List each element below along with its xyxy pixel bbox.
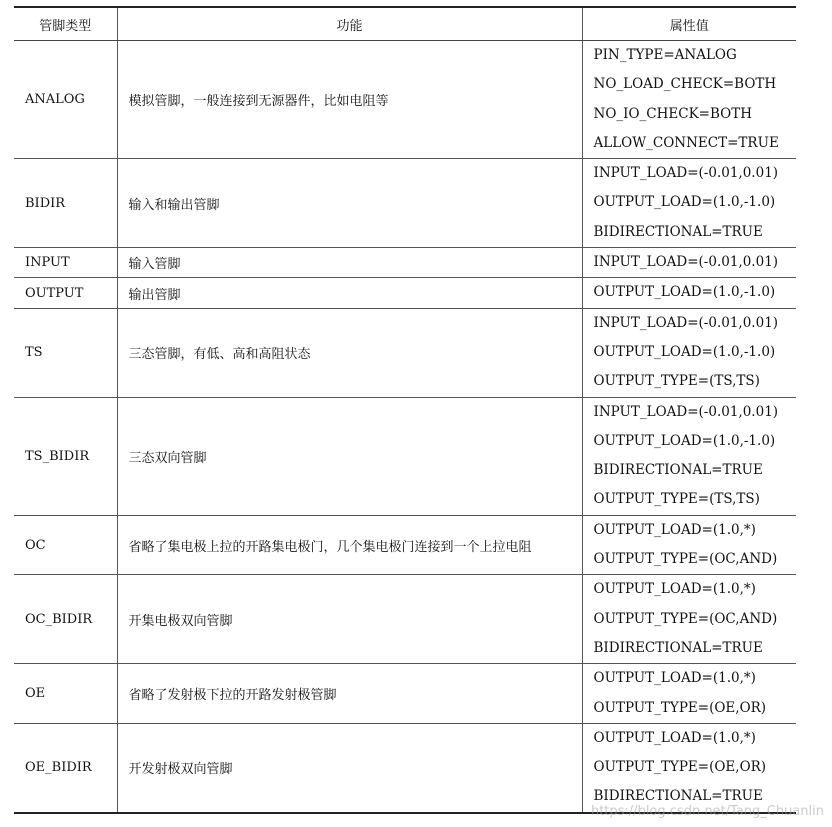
pin-type-cell: TS xyxy=(14,308,117,397)
watermark: https://blog.csdn.net/Tang_Chuanlin xyxy=(590,804,824,819)
attribute-line: OUTPUT_TYPE=(OC,AND) xyxy=(593,610,778,627)
attribute-line: OUTPUT_TYPE=(OE,OR) xyxy=(593,699,767,716)
attribute-cell xyxy=(582,159,796,248)
attribute-line: OUTPUT_LOAD=(1.0,-1.0) xyxy=(593,194,776,211)
attribute-line: OUTPUT_TYPE=(OE,OR) xyxy=(593,759,767,776)
attribute-line: NO_LOAD_CHECK=BOTH xyxy=(593,76,777,93)
attribute-line: BIDIRECTIONAL=TRUE xyxy=(593,462,763,479)
attribute-line: NO_IO_CHECK=BOTH xyxy=(593,105,752,122)
function-cell: 开集电极双向管脚 xyxy=(117,575,582,664)
attribute-cell xyxy=(582,248,796,278)
function-cell: 开发射极双向管脚 xyxy=(117,723,582,812)
function-cell: 三态管脚，有低、高和高阻状态 xyxy=(117,308,582,397)
attribute-cell xyxy=(582,515,796,575)
pin-type-cell: BIDIR xyxy=(14,159,117,248)
attribute-line: INPUT_LOAD=(-0.01,0.01) xyxy=(593,165,779,182)
attribute-cell xyxy=(582,308,796,397)
function-cell: 输出管脚 xyxy=(117,278,582,308)
pin-type-cell: OC_BIDIR xyxy=(14,575,117,664)
pin-type-table xyxy=(14,6,796,814)
attribute-line: BIDIRECTIONAL=TRUE xyxy=(593,788,763,805)
function-cell: 三态双向管脚 xyxy=(117,397,582,515)
table-row xyxy=(14,159,796,248)
function-cell: 输入和输出管脚 xyxy=(117,159,582,248)
table-row xyxy=(14,664,796,724)
table-row xyxy=(14,515,796,575)
table-row xyxy=(14,397,796,515)
table-row xyxy=(14,308,796,397)
attribute-line: OUTPUT_LOAD=(1.0,-1.0) xyxy=(593,284,776,301)
attribute-line: OUTPUT_TYPE=(TS,TS) xyxy=(593,491,760,508)
attribute-cell xyxy=(582,41,796,159)
function-cell: 输入管脚 xyxy=(117,248,582,278)
attribute-line: BIDIRECTIONAL=TRUE xyxy=(593,639,763,656)
function-cell: 省略了发射极下拉的开路发射极管脚 xyxy=(117,664,582,724)
pin-type-cell: TS_BIDIR xyxy=(14,397,117,515)
attribute-line: OUTPUT_LOAD=(1.0,-1.0) xyxy=(593,343,776,360)
table-row xyxy=(14,723,796,812)
table-row xyxy=(14,41,796,159)
header-attribute: 属性值 xyxy=(582,7,796,41)
attribute-line: BIDIRECTIONAL=TRUE xyxy=(593,223,763,240)
attribute-line: OUTPUT_LOAD=(1.0,-1.0) xyxy=(593,432,776,449)
pin-type-cell: OE xyxy=(14,664,117,724)
function-cell: 模拟管脚，一般连接到无源器件，比如电阻等 xyxy=(117,41,582,159)
attribute-cell xyxy=(582,278,796,308)
attribute-line: OUTPUT_TYPE=(OC,AND) xyxy=(593,551,778,568)
attribute-line: OUTPUT_TYPE=(TS,TS) xyxy=(593,373,760,390)
pin-type-cell: OE_BIDIR xyxy=(14,723,117,812)
pin-type-cell: OUTPUT xyxy=(14,278,117,308)
table-row xyxy=(14,248,796,278)
attribute-line: PIN_TYPE=ANALOG xyxy=(593,47,737,63)
header-row xyxy=(14,7,796,41)
attribute-cell xyxy=(582,575,796,664)
attribute-line: INPUT_LOAD=(-0.01,0.01) xyxy=(593,314,779,331)
attribute-cell xyxy=(582,664,796,724)
header-pin-type: 管脚类型 xyxy=(14,7,117,41)
attribute-line: OUTPUT_LOAD=(1.0,*) xyxy=(593,729,756,746)
pin-type-cell: INPUT xyxy=(14,248,117,278)
pin-type-cell: OC xyxy=(14,515,117,575)
attribute-line: OUTPUT_LOAD=(1.0,*) xyxy=(593,521,756,538)
attribute-line: OUTPUT_LOAD=(1.0,*) xyxy=(593,670,756,687)
attribute-line: OUTPUT_LOAD=(1.0,*) xyxy=(593,581,756,598)
header-function: 功能 xyxy=(117,7,582,41)
pin-type-cell: ANALOG xyxy=(14,41,117,159)
attribute-line: ALLOW_CONNECT=TRUE xyxy=(593,134,779,151)
attribute-line: INPUT_LOAD=(-0.01,0.01) xyxy=(593,254,779,271)
attribute-line: INPUT_LOAD=(-0.01,0.01) xyxy=(593,403,779,420)
attribute-cell xyxy=(582,397,796,515)
table-row xyxy=(14,278,796,308)
attribute-cell xyxy=(582,723,796,812)
table-row xyxy=(14,575,796,664)
function-cell: 省略了集电极上拉的开路集电极门，几个集电极门连接到一个上拉电阻 xyxy=(117,515,582,575)
